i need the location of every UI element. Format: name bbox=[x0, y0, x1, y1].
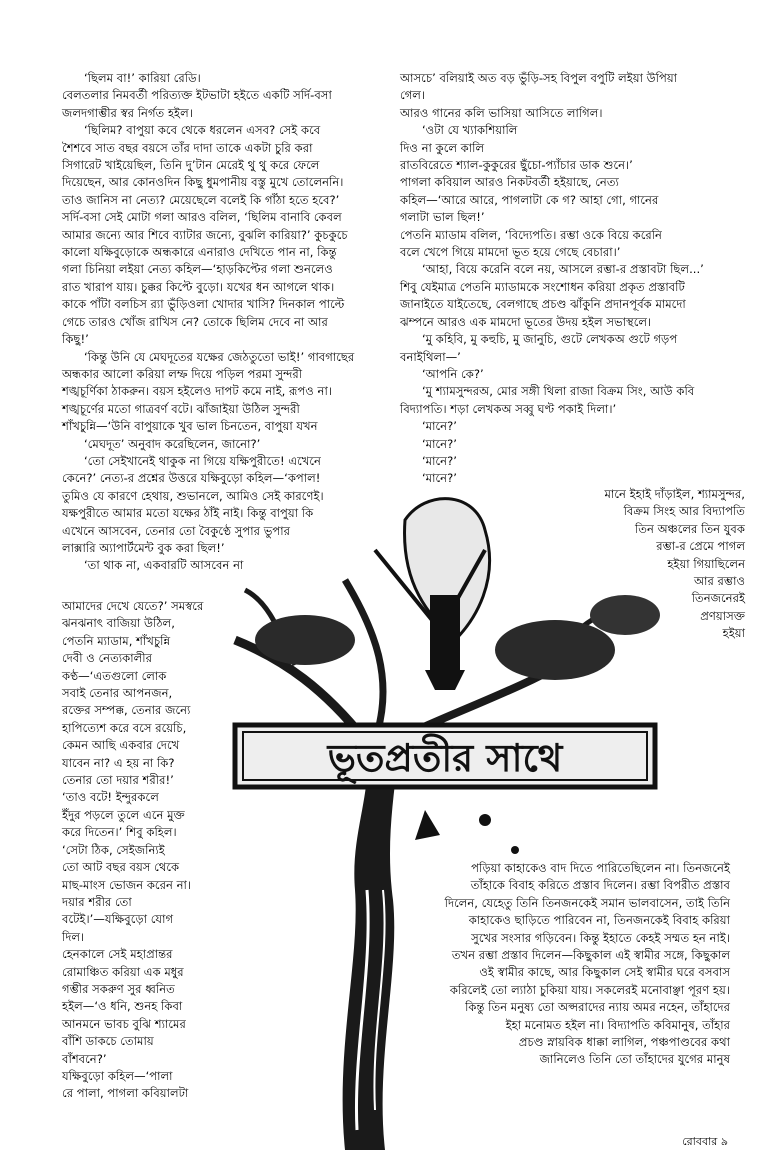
text-line: তাঁহাকে বিবাহ করিতে প্রস্তাব দিলেন। রম্ভা বিপরীত প্রস্তাব bbox=[470, 878, 730, 893]
text-line: বনাইথিলা—’ bbox=[400, 349, 461, 364]
text-line: সিগারেট খাইয়েছিল, তিনি দু’টান মেরেই থু থু করে ফেলে bbox=[62, 158, 320, 173]
text-line: ‘তো সেইখানেই থাকুক না গিয়ে যক্ষিপুরীতে! এখেনে bbox=[84, 453, 321, 468]
text-line: গম্ভীর সকরুণ সুর ধ্বনিত bbox=[62, 981, 175, 996]
text-line: সুখের সংসার গড়িবেন। কিন্তু ইহাতে কেহই সম্মত হন নাই। bbox=[471, 930, 730, 945]
text-line: বেলতলার নিমবর্তী পরিত্যক্ত ইটভাটা হইতে একটি সর্দি-বসা bbox=[62, 88, 332, 103]
text-line: যাবেন না? এ হয় না কি? bbox=[62, 755, 175, 770]
text-line: আমার জন্যে আর শিবে ব্যাটার জন্যে, বুঝলি কারিয়া?’ কুচকুচে bbox=[62, 227, 348, 242]
text-line: হেনকালে সেই মহাপ্রান্তর bbox=[62, 947, 173, 962]
text-line: সর্দি-বসা সেই মোটা গলা আরও বলিল, ‘ছিলিম বানাবি কেবল bbox=[62, 210, 342, 225]
text-line: আর রম্ভাও bbox=[693, 574, 745, 589]
text-line: শিবু যেইমাত্র পেতনি ম্যাডামকে সংশোধন করিয়া প্রকৃত প্রস্তাবটি bbox=[400, 279, 685, 294]
text-line: ‘মানে?’ bbox=[422, 453, 457, 468]
text-line: বলে খেপে গিয়ে মামদো ভূত হয়ে গেছে বেচারা।’ bbox=[400, 245, 621, 260]
text-line: তখন রম্ভা প্রস্তাব দিলেন—কিছুকাল এই স্বামীর সঙ্গে, কিছুকাল bbox=[451, 948, 730, 963]
page-footer: রোববার ৯ bbox=[682, 1135, 728, 1148]
text-line: কাকে পাঁটা বলচিস র‍্যা ভুঁড়িওলা খোদার খাসি? দিনকাল পাল্টে bbox=[62, 297, 345, 312]
text-line: পেতনি ম্যাডাম বলিল, ‘বিদ্যেপতি। রম্ভা ওকে বিয়ে করেনি bbox=[400, 227, 662, 242]
text-line: ‘মানে?’ bbox=[422, 419, 457, 434]
ghost-tree-illustration bbox=[225, 490, 665, 1150]
text-line: করে দিতেন।’ শিবু কহিল। bbox=[62, 825, 177, 840]
text-line: তো আট বছর বয়স থেকে bbox=[62, 860, 180, 875]
text-line: হাপিত্যেশ করে বসে রয়েচি, bbox=[62, 720, 187, 735]
text-line: কালো যক্ষিবুড়োকে অন্ধকারে এনারাও দেখিতে পান না, কিন্তু bbox=[62, 245, 337, 260]
text-line: শঙ্খচূর্ণিকা ঠাকরুন। বয়স হইলেও দাপট কমে নাই, রূপও না। bbox=[62, 384, 332, 399]
text-line: ‘ওটা যে খ্যাকশিয়ালি bbox=[422, 123, 518, 138]
text-line: জানাইতে যাইতেছে, বেলগাছে প্রচণ্ড ঝাঁকুনি প্রদানপূর্বক মামদো bbox=[400, 297, 686, 312]
text-line: ‘তাও বটে! ইন্দুরকলে bbox=[62, 790, 159, 805]
text-line: রোমাঞ্চিত করিয়া এক মধুর bbox=[62, 964, 184, 979]
text-line: শঙ্খচূর্ণের মতো গাত্রবর্ণ বটে। ঝাঁজাইয়া উঠিল সুন্দরী bbox=[62, 401, 300, 416]
text-line: দেবী ও নেত্যকালীর bbox=[62, 651, 152, 666]
text-line: আমাদের দেখে যেতে?’ সমস্বরে bbox=[62, 599, 204, 613]
text-line: বটেই।’—যক্ষিবুড়ো যোগ bbox=[62, 912, 174, 927]
text-line: কিন্তু তিন মনুষ্য তো অপ্সরাদের ন্যায় অমর নহেন, তাঁহাদের bbox=[465, 1000, 730, 1015]
text-line: ‘আহা, বিয়ে করেনি বলে নয়, আসলে রম্ভা-র প্রস্তাবটা ছিল...’ bbox=[422, 262, 704, 277]
text-line: রক্তের সম্পক্ক, তেনার জন্যে bbox=[62, 703, 191, 718]
text-line: ‘মু শ্যামসুন্দরঅ, মোর সঙ্গী থিলা রাজা বিক্রম সিং, আউ কবি bbox=[422, 384, 695, 399]
text-line: তাও জানিস না নেত্য? মেয়েছেলে বলেই কি গাঁঠা হতে হবে?’ bbox=[62, 192, 340, 207]
text-line: আরও গানের কলি ভাসিয়া আসিতে লাগিল। bbox=[400, 105, 603, 120]
text-line: বাঁশবনে?’ bbox=[62, 1051, 107, 1066]
text-line: বিক্রম সিংহ আর বিদ্যাপতি bbox=[623, 504, 745, 519]
text-line: কহিল—‘আরে আরে, পাগলাটা কে গ? আহা গো, গানের bbox=[400, 192, 659, 207]
text-line: ঝম্পনে আরও এক মামদো ভূতের উদয় হইল সভাস্থলে। bbox=[400, 314, 652, 329]
text-line: প্রচণ্ড স্নায়বিক ধাক্কা লাগিল, পঞ্চপাণ্ডবের কথা bbox=[518, 1035, 730, 1050]
text-line: পড়িয়া কাহাকেও বাদ দিতে পারিতেছিলেন না। তিনজনেই bbox=[471, 861, 730, 875]
text-line: হইয়া গিয়াছিলেন bbox=[667, 556, 745, 571]
text-line: ‘ছিলিম? বাপুয়া কবে থেকে ধরলেন এসব? সেই কবে bbox=[84, 123, 321, 138]
text-line: হইয়া bbox=[722, 626, 745, 641]
text-line: শৈশবে সাত বছর বয়সে তাঁর দাদা তাকে একটা চুরি করা bbox=[62, 140, 313, 155]
text-line: ঝনঝনাৎ বাজিয়া উঠিল, bbox=[62, 616, 175, 631]
text-line: ইহা মনোমত হইল না। বিদ্যাপতি কবিমানুষ, তাঁহার bbox=[505, 1017, 730, 1032]
text-line: যক্ষিবুড়ো কহিল—‘পালা bbox=[62, 1068, 173, 1083]
text-line: তিনজনেরই bbox=[691, 591, 745, 606]
article-column-left-lower bbox=[62, 598, 240, 1103]
text-line: তুমিও যে কারণে হেথায়, শুভানলে, আমিও সেই কারণেই। bbox=[62, 488, 324, 503]
text-line: মানে ইহাই দাঁড়াইল, শ্যামসুন্দর, bbox=[604, 487, 745, 501]
text-line: কাহাকেও ছাড়িতে পারিবেন না, তিনজনকেই বিবাহ করিয়া bbox=[468, 913, 730, 928]
text-line: মাছ-মাংস ভোজন করেন না। bbox=[62, 877, 192, 892]
text-line: রম্ভা-র প্রেমে পাগল bbox=[656, 539, 745, 554]
text-line: দিলেন, যেহেতু তিনি তিনজনকেই সমান ভালবাসেন, তাই তিনি bbox=[444, 895, 730, 910]
text-line: সবাই তেনার আপনজন, bbox=[62, 686, 173, 701]
text-line: বাঁশি ডাকচে তোমায় bbox=[62, 1034, 154, 1049]
text-line: কেনে?’ নেত্য-র প্রশ্নের উত্তরে যক্ষিবুড়ো কহিল—‘কপাল! bbox=[62, 471, 321, 486]
text-line: আনমনে ভাবচ বুঝি শ্যামের bbox=[62, 1016, 186, 1031]
text-line: দিও না কুলে কালি bbox=[400, 140, 485, 155]
text-line: ‘মানে?’ bbox=[422, 436, 457, 451]
text-line: কণ্ঠ—‘এতগুলো লোক bbox=[62, 668, 167, 683]
text-line: গেল। bbox=[400, 88, 426, 103]
text-line: ‘মু কহিবি, মু কহুচি, মু জানুচি, গুটে লেখকঅ গুটে গড়প bbox=[422, 332, 678, 347]
text-line: জানিলেও তিনি তো তাঁহাদের যুগের মানুষ bbox=[539, 1052, 730, 1067]
text-line: এখেনে আসবেন, তেনার তো বৈকুণ্ঠে সুপার ভুপার bbox=[62, 523, 290, 538]
text-line: ‘তা থাক না, একবারটি আসবেন না bbox=[84, 558, 244, 573]
text-line: তিন অঞ্চলের তিন যুবক bbox=[634, 521, 745, 536]
article-column-right bbox=[400, 70, 718, 488]
text-line: করিলেই তো ল্যাঠা চুকিয়া যায়। সকলেরই মনোবাঞ্ছা পূরণ হয়। bbox=[449, 982, 730, 997]
text-line: ওই স্বামীর কাছে, আর কিছুকাল সেই স্বামীর ঘরে বসবাস bbox=[479, 965, 730, 980]
text-line: ‘আপনি কে?’ bbox=[422, 366, 484, 381]
text-line: আসচে’ বলিয়াই অত বড় ভুঁড়ি-সহ বিপুল বপুটি লইয়া উপিয়া bbox=[400, 71, 678, 85]
illustration-banner-text: ভূতপ্রতীর সাথে bbox=[327, 735, 563, 780]
text-line: কিছু!’ bbox=[62, 332, 89, 347]
text-line: রাতবিরেতে শ্যাল-কুকুরের ছুঁচো-প্যাঁচার ডাক শুনে।’ bbox=[400, 158, 633, 173]
text-line: তেনার তো দয়ার শরীর!’ bbox=[62, 773, 174, 788]
text-line: জলদগাম্ভীর স্বর নির্গত হইল। bbox=[62, 105, 193, 120]
text-line: দিয়েছেন, আর কোনওদিন কিছু ধুমপানীয় বস্তু মুখে তোলেননি। bbox=[62, 175, 344, 190]
text-line: ‘কিন্তু উনি যে মেঘদূতের যক্ষের জেঠতুতো ভাই!’ গাবগাছের bbox=[84, 349, 355, 364]
text-line: প্রণয়াসক্ত bbox=[700, 608, 745, 623]
text-line: লাক্সারি অ্যাপার্টমেন্ট বুক করা ছিল!’ bbox=[62, 540, 225, 555]
text-line: শাঁখচুন্নি—‘উনি বাপুয়াকে খুব ভাল চিনতেন, বাপুয়া যখন bbox=[62, 419, 318, 434]
text-line: বিদ্যাপতি। শড়া লেখকঅ সব্বু ঘণ্ট পকাই দিলা।’ bbox=[400, 401, 617, 416]
text-line: পেতনি ম্যাডাম, শাঁখচুন্নি bbox=[62, 633, 171, 648]
text-line: ‘সেটা ঠিক, সেইজন্যিই bbox=[62, 842, 165, 857]
text-line: রাত খারাপ যায়। চুক্কর কিপ্টে বুড়ো। যখের ধন আগলে থাক। bbox=[62, 279, 335, 294]
text-line: গেচে তারও খোঁজ রাখিস নে? তোকে ছিলিম দেবে না আর bbox=[62, 314, 328, 329]
text-line: রে পালা, পাগলা কবিয়ালটা bbox=[62, 1086, 189, 1101]
text-line: ইঁদুর পড়লে তুলে এনে মুক্ত bbox=[62, 807, 185, 822]
text-line: হইল—‘ও ধনি, শুনহ কিবা bbox=[62, 999, 183, 1014]
text-line: দিল। bbox=[62, 929, 85, 944]
text-line: যক্ষপুরীতে আমার মতো যক্ষের ঠাঁই নাই। কিন্তু বাপুয়া কি bbox=[62, 506, 314, 521]
text-line: ‘ছিলম বা!’ কারিয়া রেডি। bbox=[84, 71, 201, 85]
text-line: অন্ধকার আলো করিয়া লম্ফ দিয়ে পড়িল পরমা সুন্দরী bbox=[62, 366, 303, 381]
text-line: গলা চিনিয়া লইয়া নেত্য কহিল—‘হাড়কিপ্টের গলা শুনলেও bbox=[62, 262, 333, 277]
text-line: গলাটা ভাল ছিল!’ bbox=[400, 210, 485, 225]
text-line: কেমন আছি একবার দেখে bbox=[62, 738, 180, 753]
text-line: ‘মানে?’ bbox=[422, 471, 457, 486]
text-line: দয়ার শরীর তো bbox=[62, 894, 132, 909]
text-line: ‘মেঘদূত’ অনুবাদ করেছিলেন, জানো?’ bbox=[84, 436, 261, 451]
text-line: পাগলা কবিয়াল আরও নিকটবর্তী হইয়াছে, নেত্য bbox=[400, 175, 619, 190]
